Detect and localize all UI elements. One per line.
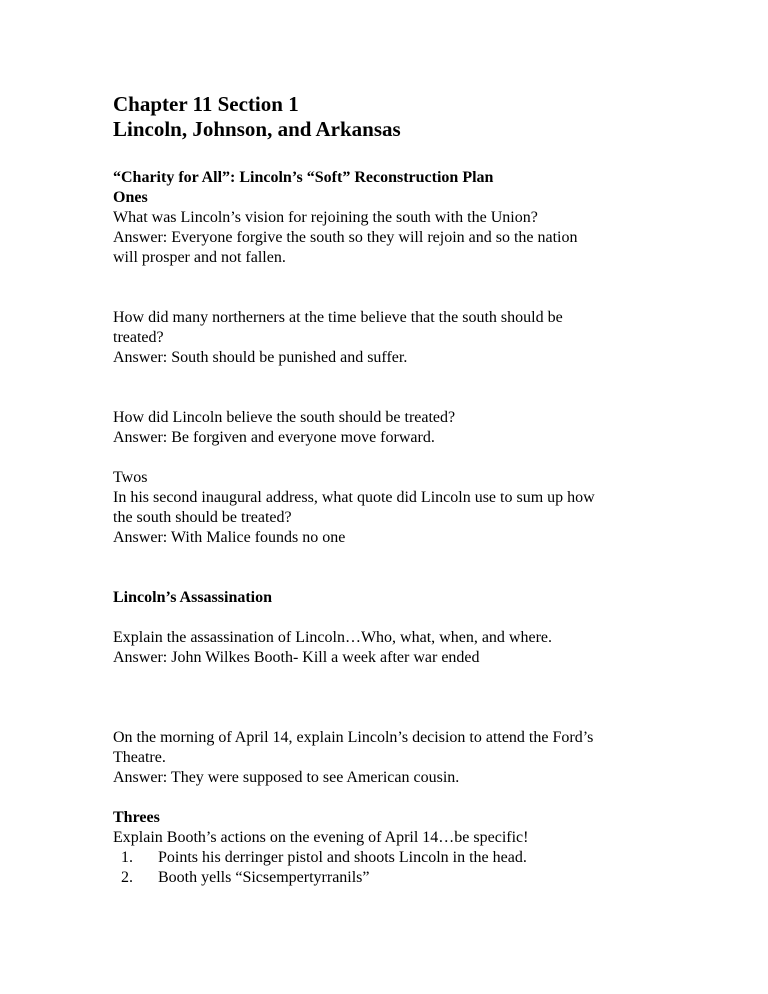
spacer	[113, 668, 673, 708]
list-item	[113, 848, 673, 868]
question-theatre-line1: On the morning of April 14, explain Lincoln’s decision to attend the Ford’s	[113, 729, 594, 746]
question-assassination: Explain the assassination of Lincoln…Who, what, when, and where.	[113, 629, 552, 646]
spacer	[113, 142, 673, 168]
question-theatre-line2: Theatre.	[113, 749, 166, 766]
question-inaugural-line2: the south should be treated?	[113, 509, 292, 526]
answer-lincoln-treatment: Answer: Be forgiven and everyone move forward.	[113, 429, 435, 446]
spacer	[113, 268, 673, 308]
list-text: Booth yells “Sicsempertyrranils”	[158, 869, 370, 886]
reconstruction-heading: “Charity for All”: Lincoln’s “Soft” Reconstruction Plan	[113, 169, 494, 186]
question-northerners-line2: treated?	[113, 329, 164, 346]
list-number: 1.	[121, 849, 133, 866]
list-number: 2.	[121, 869, 133, 886]
answer-assassination: Answer: John Wilkes Booth- Kill a week after war ended	[113, 649, 480, 666]
question-lincoln-treatment: How did Lincoln believe the south should be treated?	[113, 409, 456, 426]
document-page	[113, 92, 673, 888]
question-booth-actions: Explain Booth’s actions on the evening of April 14…be specific!	[113, 829, 529, 846]
group-label-twos: Twos	[113, 469, 148, 486]
spacer	[113, 448, 673, 468]
question-vision: What was Lincoln’s vision for rejoining the south with the Union?	[113, 209, 538, 226]
spacer	[113, 788, 673, 808]
chapter-title: Chapter 11 Section 1	[113, 92, 299, 116]
answer-northerners: Answer: South should be punished and suffer.	[113, 349, 408, 366]
answer-inaugural: Answer: With Malice founds no one	[113, 529, 346, 546]
question-northerners-line1: How did many northerners at the time believe that the south should be	[113, 309, 563, 326]
list-text: Points his derringer pistol and shoots Lincoln in the head.	[158, 849, 527, 866]
spacer	[113, 548, 673, 588]
answer-theatre: Answer: They were supposed to see American cousin.	[113, 769, 460, 786]
group-label-ones: Ones	[113, 189, 148, 206]
section-title: Lincoln, Johnson, and Arkansas	[113, 117, 401, 141]
answer-vision-line2: will prosper and not fallen.	[113, 249, 286, 266]
question-inaugural-line1: In his second inaugural address, what quote did Lincoln use to sum up how	[113, 489, 595, 506]
spacer	[113, 708, 673, 728]
group-label-threes: Threes	[113, 809, 160, 826]
spacer	[113, 368, 673, 408]
answer-vision-line1: Answer: Everyone forgive the south so they will rejoin and so the nation	[113, 229, 578, 246]
list-item	[113, 868, 673, 888]
assassination-heading: Lincoln’s Assassination	[113, 589, 273, 606]
spacer	[113, 608, 673, 628]
booth-actions-list	[113, 848, 673, 888]
